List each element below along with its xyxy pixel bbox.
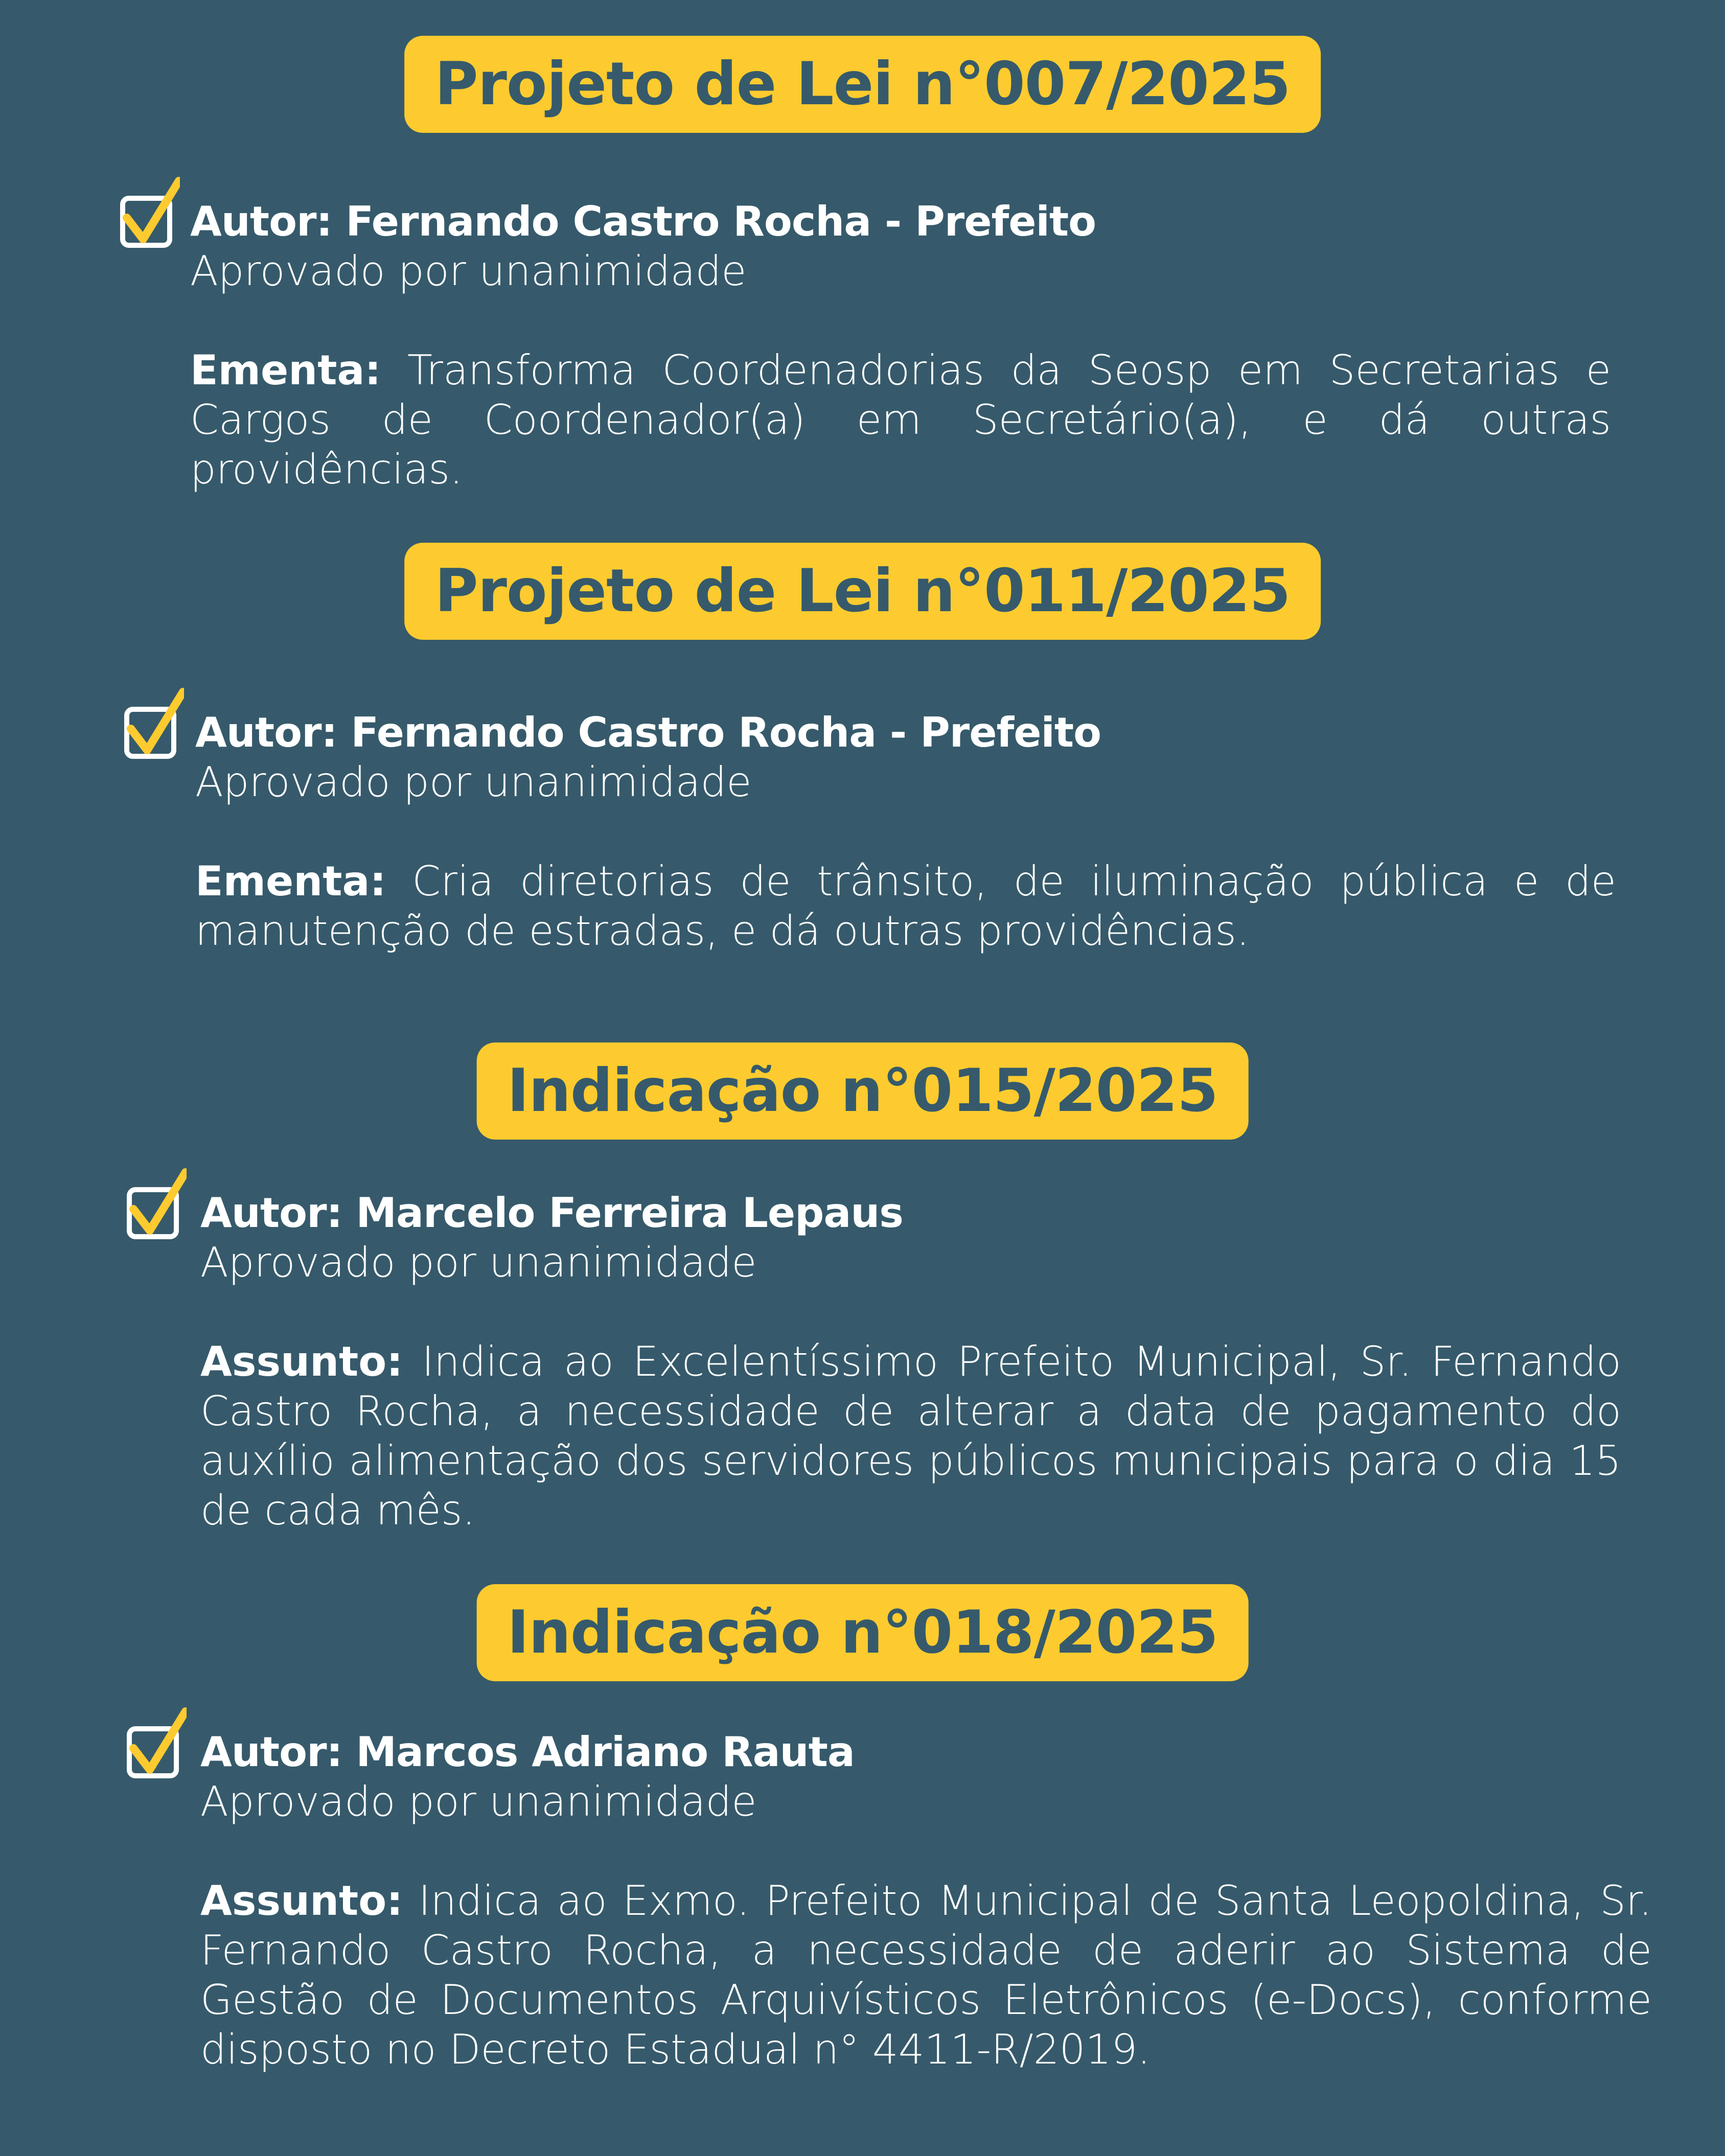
checkbox-checked-icon xyxy=(119,174,180,250)
checkbox-checked-icon xyxy=(123,685,184,761)
author-line: Autor: Fernando Castro Rocha - Prefeito xyxy=(195,709,1101,756)
description-text: Cria diretorias de trânsito, de iluminação pública e de manutenção de estradas, e dá outras providências. xyxy=(195,857,1616,955)
description-text: Indica ao Excelentíssimo Prefeito Municipal, Sr. Fernando Castro Rocha, a necessidade de alterar a data de pagamento do auxílio alimentação dos servidores públicos municipais para o dia 15 de cada mês. xyxy=(200,1338,1621,1534)
author-line: Autor: Marcos Adriano Rauta xyxy=(200,1728,855,1776)
item-details xyxy=(200,1727,1652,2074)
description-text: Transforma Coordenadorias da Seosp em Secretarias e Cargos de Coordenador(a) em Secretário(a), e dá outras providências. xyxy=(190,346,1611,493)
checkbox-checked-icon xyxy=(125,1165,187,1242)
section-title: Indicação n°015/2025 xyxy=(476,1042,1249,1140)
description-label: Assunto: xyxy=(200,1338,403,1385)
checkbox-checked-icon xyxy=(125,1704,187,1781)
description-text: Indica ao Exmo. Prefeito Municipal de Santa Leopoldina, Sr. Fernando Castro Rocha, a necessidade de aderir ao Sistema de Gestão de Documentos Arquivísticos Eletrônicos (e-Docs), conforme disposto no Decreto Estadual n° 4411-R/2019. xyxy=(200,1877,1652,2073)
item-details xyxy=(190,197,1611,494)
author-line: Autor: Marcelo Ferreira Lepaus xyxy=(200,1189,903,1237)
status-line: Aprovado por unanimidade xyxy=(195,758,752,806)
description-label: Ementa: xyxy=(190,346,381,394)
description xyxy=(200,1876,1652,2074)
description xyxy=(195,856,1616,956)
description xyxy=(200,1337,1621,1535)
status-line: Aprovado por unanimidade xyxy=(190,247,747,295)
status-line: Aprovado por unanimidade xyxy=(200,1778,757,1825)
section-title: Projeto de Lei n°007/2025 xyxy=(404,36,1321,133)
item-details xyxy=(195,708,1616,956)
item-details xyxy=(200,1188,1621,1535)
section-title: Indicação n°018/2025 xyxy=(476,1584,1249,1681)
author-line: Autor: Fernando Castro Rocha - Prefeito xyxy=(190,198,1096,245)
description-label: Ementa: xyxy=(195,857,386,905)
status-line: Aprovado por unanimidade xyxy=(200,1239,757,1286)
section-title: Projeto de Lei n°011/2025 xyxy=(404,543,1321,640)
description-label: Assunto: xyxy=(200,1877,403,1925)
description xyxy=(190,345,1611,494)
